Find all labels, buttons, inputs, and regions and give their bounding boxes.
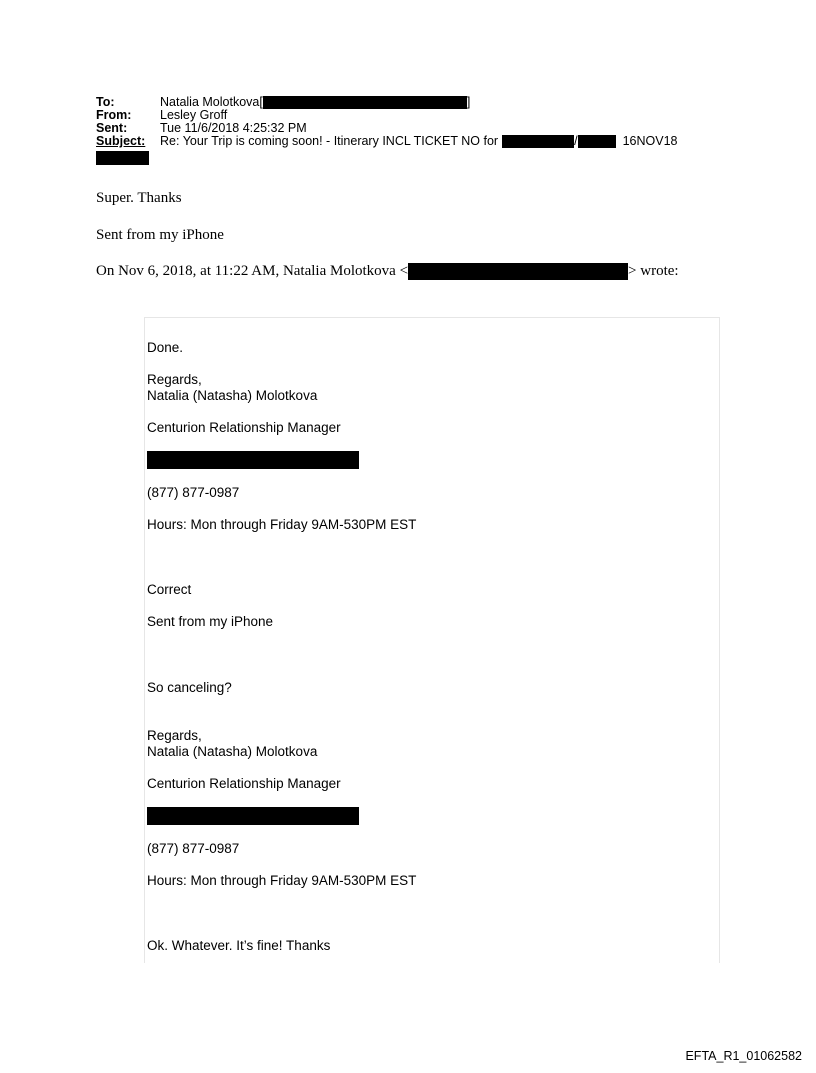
reply-text: Super. Thanks <box>96 190 182 206</box>
redaction-bar <box>147 451 359 469</box>
subject-text: Re: Your Trip is coming soon! - Itinerary INCL TICKET NO for <box>160 134 499 148</box>
quoted-regards: Regards, <box>147 728 202 743</box>
subject-row <box>96 134 678 148</box>
quoted-ok: Ok. Whatever. It’s fine! Thanks <box>147 938 331 953</box>
quoted-hours: Hours: Mon through Friday 9AM-530PM EST <box>147 517 417 532</box>
quoted-hours: Hours: Mon through Friday 9AM-530PM EST <box>147 873 417 888</box>
email-header <box>96 95 678 165</box>
quoted-sent-from-iphone: Sent from my iPhone <box>147 614 274 629</box>
redaction-bar <box>96 151 149 165</box>
quote-intro <box>96 263 679 280</box>
quoted-sender-title: Centurion Relationship Manager <box>147 776 341 791</box>
document-id: EFTA_R1_01062582 <box>685 1049 802 1063</box>
redaction-bar <box>147 807 359 825</box>
quoted-sender-name: Natalia (Natasha) Molotkova <box>147 744 318 759</box>
quoted-canceling: So canceling? <box>147 680 232 695</box>
recipient-name: Natalia Molotkova[ <box>160 95 263 109</box>
quoted-done: Done. <box>147 340 184 355</box>
redaction-bar <box>578 135 616 148</box>
from-value: Lesley Groff <box>160 108 228 122</box>
quoted-correct: Correct <box>147 582 192 597</box>
quoted-sender-name: Natalia (Natasha) Molotkova <box>147 388 318 403</box>
reply-signature: Sent from my iPhone <box>96 227 224 243</box>
subject-label: Subject: <box>96 134 146 148</box>
quoted-sender-title: Centurion Relationship Manager <box>147 420 341 435</box>
quote-intro-text: On Nov 6, 2018, at 11:22 AM, Natalia Molotkova < <box>96 263 409 279</box>
from-label: From: <box>96 108 132 122</box>
quoted-phone: (877) 877-0987 <box>147 485 240 500</box>
redaction-bar <box>263 96 467 109</box>
quoted-message <box>144 317 720 963</box>
quote-intro-end: > wrote: <box>628 263 679 279</box>
subject-date: 16NOV18 <box>622 134 678 148</box>
to-label: To: <box>96 95 115 109</box>
subject-value <box>160 135 677 148</box>
redaction-bar <box>502 135 574 148</box>
sent-value: Tue 11/6/2018 4:25:32 PM <box>160 121 307 135</box>
redaction-bar <box>408 263 628 280</box>
quoted-regards: Regards, <box>147 372 202 387</box>
quoted-phone: (877) 877-0987 <box>147 841 240 856</box>
sent-label: Sent: <box>96 121 128 135</box>
subject-slash: / <box>574 134 578 148</box>
to-close-bracket: ] <box>466 95 471 109</box>
